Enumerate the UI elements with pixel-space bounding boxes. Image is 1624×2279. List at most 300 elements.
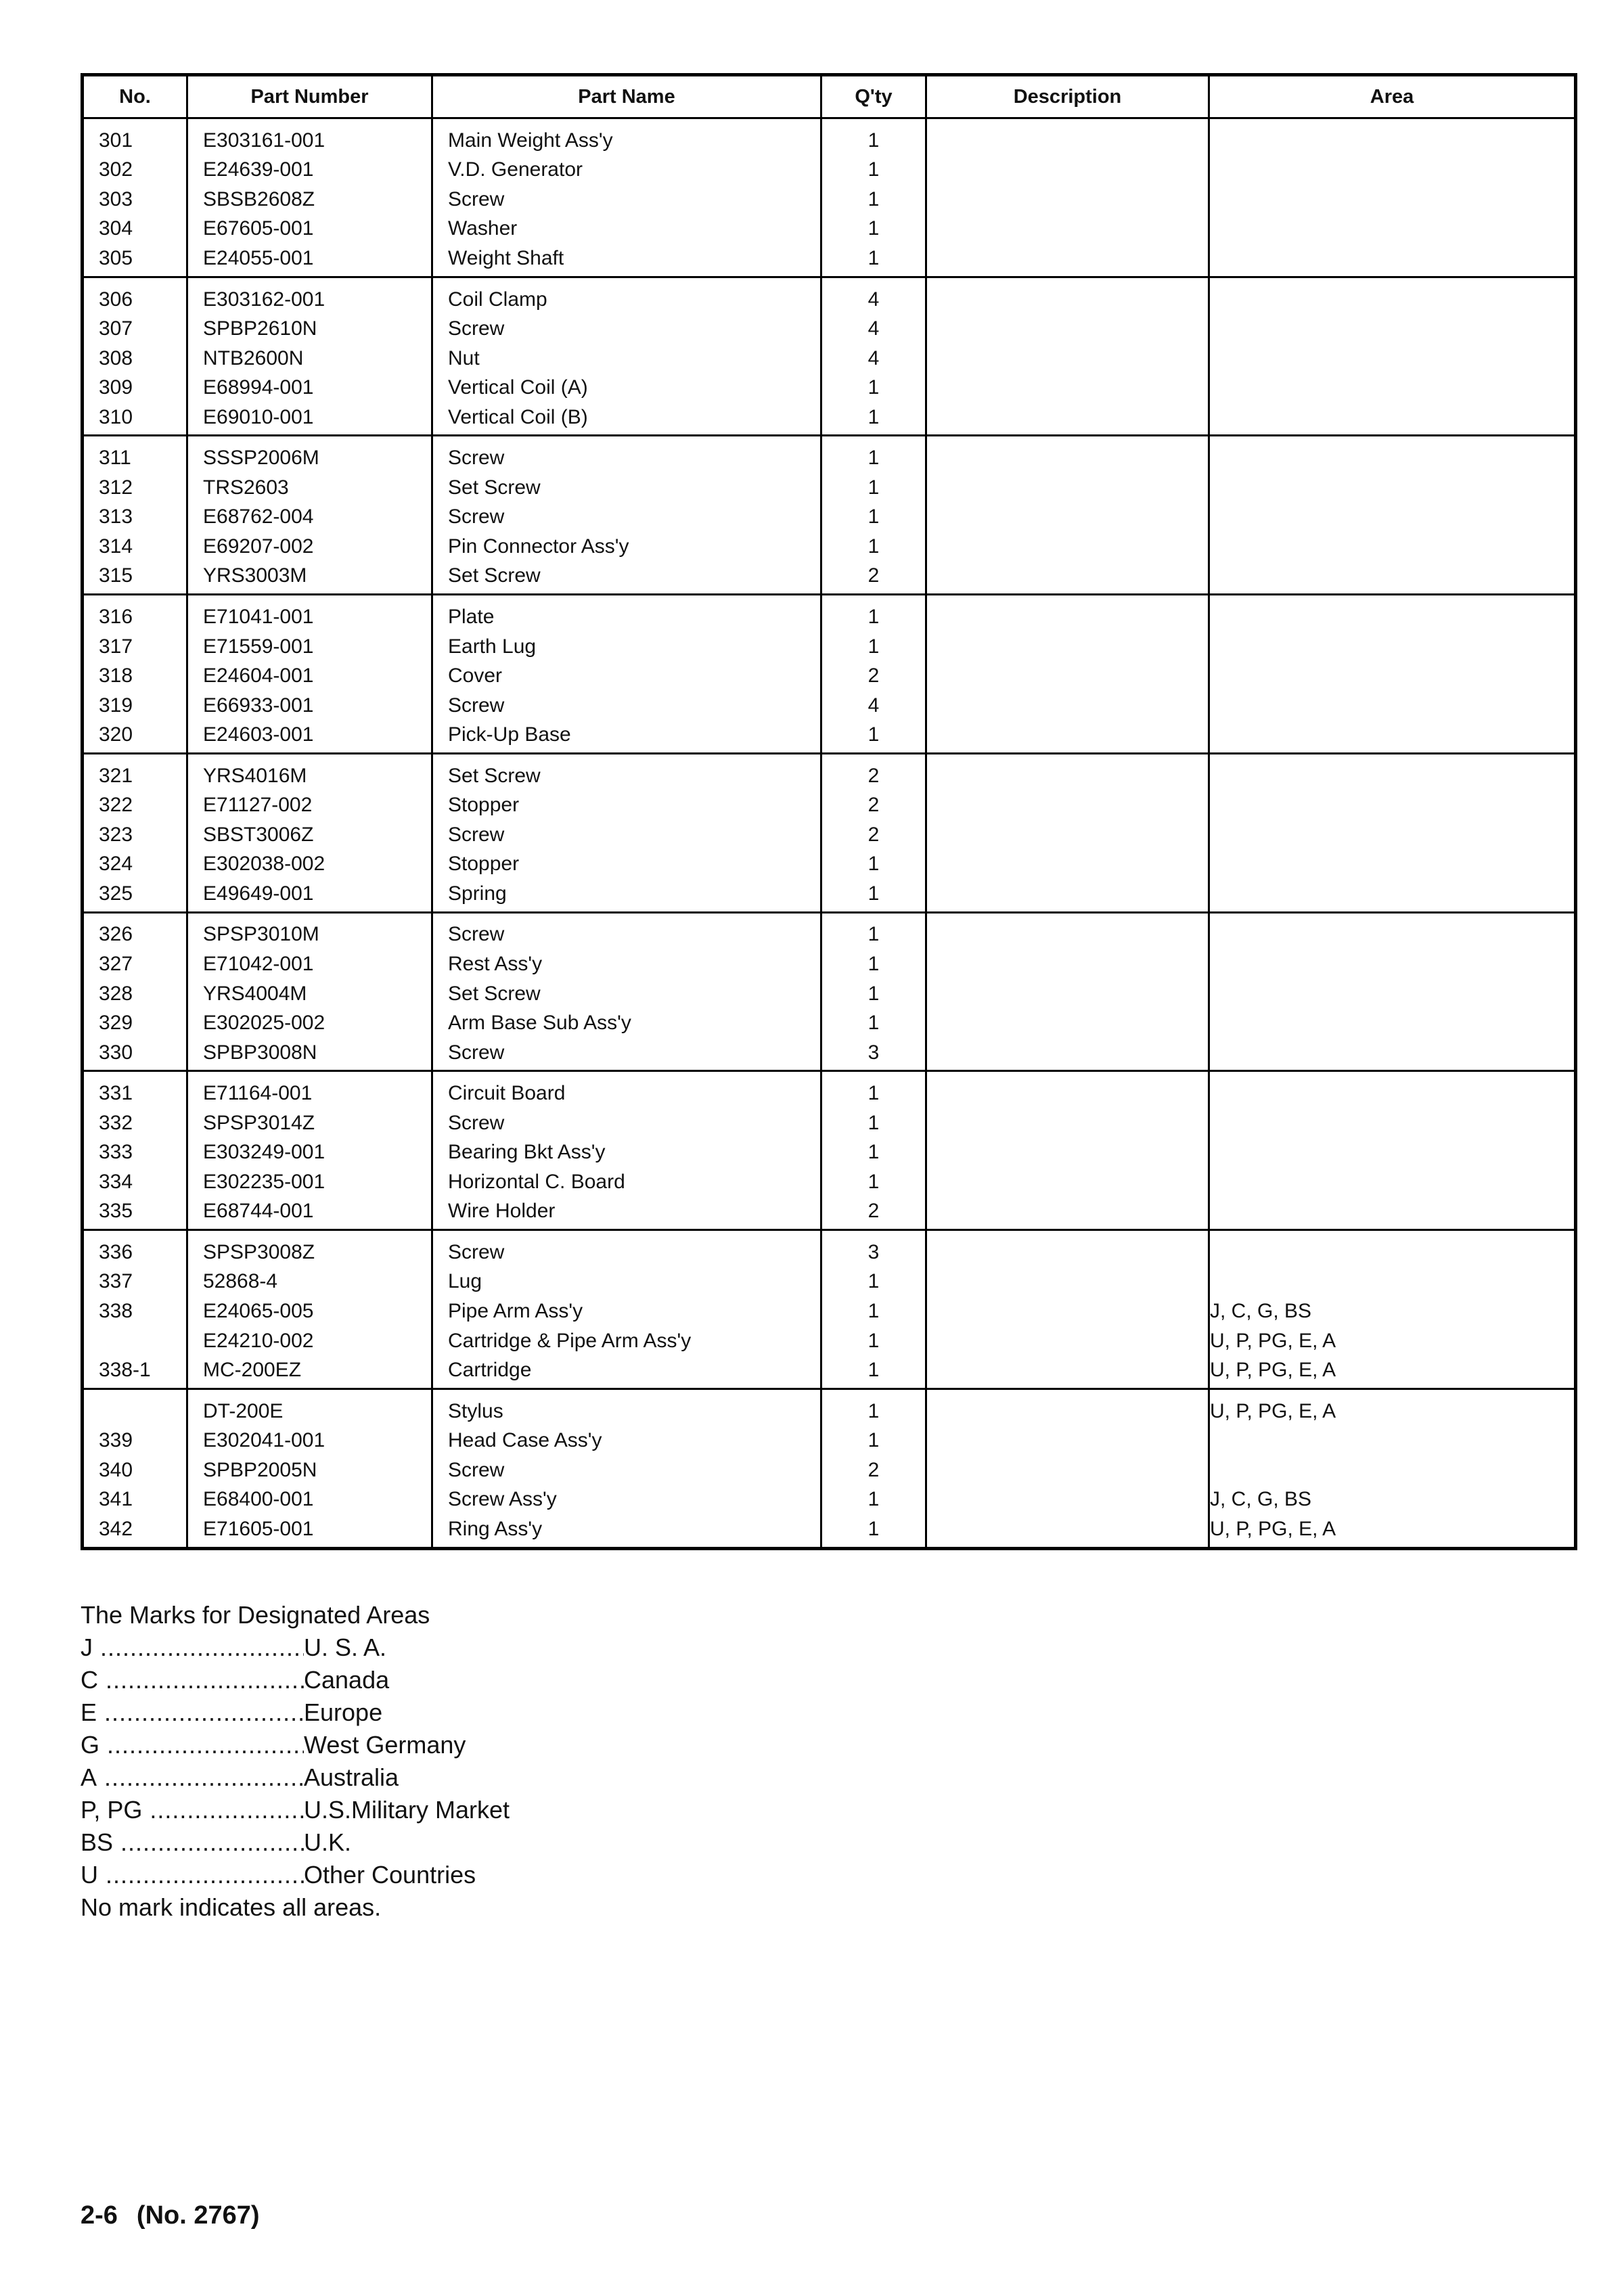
cell-qty: 1 xyxy=(821,595,926,632)
legend-item-mark: U ..... xyxy=(81,1859,304,1891)
cell-part-name: V.D. Generator xyxy=(432,156,821,185)
page-number: 2-6 xyxy=(81,2201,118,2230)
cell-part-number: E67605-001 xyxy=(187,215,432,244)
cell-area xyxy=(1209,215,1576,244)
cell-qty: 1 xyxy=(821,1355,926,1389)
cell-part-name: Bearing Bkt Ass'y xyxy=(432,1138,821,1168)
cell-part-name: Head Case Ass'y xyxy=(432,1426,821,1456)
table-row xyxy=(83,1008,1576,1038)
legend-item xyxy=(81,1859,510,1891)
cell-part-name: Screw xyxy=(432,436,821,473)
cell-area xyxy=(1209,1267,1576,1297)
cell-qty: 1 xyxy=(821,373,926,403)
cell-area xyxy=(1209,185,1576,215)
header-qty: Q'ty xyxy=(821,75,926,118)
cell-part-name: Wire Holder xyxy=(432,1197,821,1230)
cell-no: 338 xyxy=(83,1296,187,1326)
cell-qty: 1 xyxy=(821,1326,926,1356)
legend-item-mark: P, PG ..... xyxy=(81,1794,304,1826)
cell-no: 310 xyxy=(83,403,187,436)
cell-description xyxy=(926,403,1209,436)
legend-item xyxy=(81,1631,510,1664)
cell-no: 313 xyxy=(83,503,187,533)
cell-part-name: Screw xyxy=(432,820,821,850)
cell-part-number: SBST3006Z xyxy=(187,820,432,850)
table-row xyxy=(83,1267,1576,1297)
cell-part-number: E68400-001 xyxy=(187,1485,432,1515)
parts-table-body xyxy=(83,118,1576,1549)
cell-area xyxy=(1209,879,1576,912)
cell-qty: 1 xyxy=(821,1108,926,1138)
cell-qty: 2 xyxy=(821,791,926,821)
cell-description xyxy=(926,1426,1209,1456)
cell-part-number: NTB2600N xyxy=(187,344,432,374)
cell-qty: 2 xyxy=(821,1456,926,1485)
cell-description xyxy=(926,1456,1209,1485)
table-row xyxy=(83,661,1576,691)
cell-description xyxy=(926,1355,1209,1389)
table-row xyxy=(83,1485,1576,1515)
cell-qty: 1 xyxy=(821,215,926,244)
legend-item-mark: A ..... xyxy=(81,1761,304,1794)
cell-part-number: SPBP2005N xyxy=(187,1456,432,1485)
cell-part-number: TRS2603 xyxy=(187,473,432,503)
cell-part-number: E302235-001 xyxy=(187,1167,432,1197)
cell-no: 318 xyxy=(83,661,187,691)
cell-area xyxy=(1209,1108,1576,1138)
legend-note: No mark indicates all areas. xyxy=(81,1893,382,1921)
cell-part-number: E24210-002 xyxy=(187,1326,432,1356)
cell-qty: 4 xyxy=(821,691,926,721)
table-row xyxy=(83,277,1576,314)
cell-description xyxy=(926,503,1209,533)
table-row xyxy=(83,949,1576,979)
cell-qty: 1 xyxy=(821,1267,926,1297)
legend-title: The Marks for Designated Areas xyxy=(81,1601,430,1629)
cell-no: 334 xyxy=(83,1167,187,1197)
legend-item xyxy=(81,1664,510,1696)
cell-qty: 1 xyxy=(821,912,926,949)
cell-no: 314 xyxy=(83,532,187,562)
document-number: (No. 2767) xyxy=(136,2201,260,2230)
cell-part-name: Set Screw xyxy=(432,473,821,503)
legend-item-mark: BS ..... xyxy=(81,1826,304,1859)
cell-area xyxy=(1209,562,1576,595)
table-row xyxy=(83,1514,1576,1548)
cell-description xyxy=(926,1230,1209,1267)
cell-area xyxy=(1209,1197,1576,1230)
cell-part-name: Stylus xyxy=(432,1389,821,1426)
cell-qty: 1 xyxy=(821,1167,926,1197)
table-row xyxy=(83,532,1576,562)
cell-part-number: E303162-001 xyxy=(187,277,432,314)
cell-part-name: Horizontal C. Board xyxy=(432,1167,821,1197)
cell-part-name: Screw xyxy=(432,503,821,533)
cell-area xyxy=(1209,1038,1576,1071)
cell-part-number: E24603-001 xyxy=(187,720,432,753)
table-row xyxy=(83,1389,1576,1426)
cell-part-number: E24065-005 xyxy=(187,1296,432,1326)
cell-description xyxy=(926,373,1209,403)
cell-area xyxy=(1209,691,1576,721)
table-row xyxy=(83,1326,1576,1356)
cell-qty: 2 xyxy=(821,1197,926,1230)
legend-item-area: West Germany xyxy=(304,1731,466,1759)
cell-description xyxy=(926,1038,1209,1071)
table-row xyxy=(83,185,1576,215)
cell-no: 309 xyxy=(83,373,187,403)
cell-part-number: SPSP3008Z xyxy=(187,1230,432,1267)
legend-item-area: U. S. A. xyxy=(304,1633,387,1661)
cell-no: 324 xyxy=(83,850,187,880)
legend-item xyxy=(81,1729,510,1761)
cell-qty: 1 xyxy=(821,879,926,912)
header-part-name: Part Name xyxy=(432,75,821,118)
cell-qty: 2 xyxy=(821,661,926,691)
cell-qty: 1 xyxy=(821,1514,926,1548)
cell-qty: 1 xyxy=(821,949,926,979)
cell-part-number: YRS4016M xyxy=(187,753,432,790)
cell-no: 339 xyxy=(83,1426,187,1456)
cell-area xyxy=(1209,314,1576,344)
cell-no xyxy=(83,1389,187,1426)
cell-qty: 4 xyxy=(821,314,926,344)
cell-description xyxy=(926,1296,1209,1326)
cell-description xyxy=(926,1326,1209,1356)
cell-part-number: E68994-001 xyxy=(187,373,432,403)
cell-no: 340 xyxy=(83,1456,187,1485)
cell-qty: 1 xyxy=(821,1426,926,1456)
cell-description xyxy=(926,691,1209,721)
cell-part-name: Pick-Up Base xyxy=(432,720,821,753)
cell-description xyxy=(926,720,1209,753)
cell-qty: 1 xyxy=(821,156,926,185)
cell-no: 308 xyxy=(83,344,187,374)
cell-part-name: Set Screw xyxy=(432,753,821,790)
table-row xyxy=(83,820,1576,850)
legend-item xyxy=(81,1826,510,1859)
cell-no: 335 xyxy=(83,1197,187,1230)
cell-no: 326 xyxy=(83,912,187,949)
cell-area: U, P, PG, E, A xyxy=(1209,1326,1576,1356)
cell-part-name: Screw xyxy=(432,691,821,721)
cell-qty: 1 xyxy=(821,1008,926,1038)
cell-area xyxy=(1209,1138,1576,1168)
legend-item-area: Other Countries xyxy=(304,1861,476,1889)
cell-part-name: Cartridge xyxy=(432,1355,821,1389)
cell-qty: 1 xyxy=(821,185,926,215)
table-row xyxy=(83,503,1576,533)
legend-item-area: U.S.Military Market xyxy=(304,1796,510,1824)
cell-area xyxy=(1209,344,1576,374)
cell-part-number: DT-200E xyxy=(187,1389,432,1426)
cell-area xyxy=(1209,277,1576,314)
cell-part-number: E71605-001 xyxy=(187,1514,432,1548)
cell-area xyxy=(1209,720,1576,753)
table-row xyxy=(83,244,1576,277)
cell-area xyxy=(1209,373,1576,403)
cell-qty: 1 xyxy=(821,1389,926,1426)
header-description: Description xyxy=(926,75,1209,118)
cell-description xyxy=(926,1389,1209,1426)
cell-description xyxy=(926,562,1209,595)
table-row xyxy=(83,1071,1576,1108)
table-row xyxy=(83,850,1576,880)
cell-no: 329 xyxy=(83,1008,187,1038)
cell-description xyxy=(926,850,1209,880)
cell-area xyxy=(1209,1230,1576,1267)
cell-area: U, P, PG, E, A xyxy=(1209,1355,1576,1389)
cell-description xyxy=(926,156,1209,185)
cell-part-name: Earth Lug xyxy=(432,632,821,662)
cell-description xyxy=(926,473,1209,503)
cell-qty: 2 xyxy=(821,562,926,595)
cell-description xyxy=(926,118,1209,156)
cell-part-name: Set Screw xyxy=(432,979,821,1009)
cell-part-name: Rest Ass'y xyxy=(432,949,821,979)
cell-part-name: Screw xyxy=(432,314,821,344)
cell-part-name: Pipe Arm Ass'y xyxy=(432,1296,821,1326)
table-row xyxy=(83,632,1576,662)
cell-area xyxy=(1209,156,1576,185)
cell-area: J, C, G, BS xyxy=(1209,1485,1576,1515)
cell-part-number: E69010-001 xyxy=(187,403,432,436)
cell-area xyxy=(1209,473,1576,503)
cell-part-number: E68762-004 xyxy=(187,503,432,533)
table-row xyxy=(83,979,1576,1009)
cell-no: 332 xyxy=(83,1108,187,1138)
cell-part-name: Screw Ass'y xyxy=(432,1485,821,1515)
cell-area: J, C, G, BS xyxy=(1209,1296,1576,1326)
cell-part-name: Circuit Board xyxy=(432,1071,821,1108)
cell-part-name: Screw xyxy=(432,1038,821,1071)
cell-qty: 1 xyxy=(821,1485,926,1515)
cell-part-number: SBSB2608Z xyxy=(187,185,432,215)
legend-item-mark: E ..... xyxy=(81,1696,304,1729)
cell-qty: 1 xyxy=(821,532,926,562)
cell-area xyxy=(1209,1426,1576,1456)
cell-description xyxy=(926,532,1209,562)
table-header-row xyxy=(83,75,1576,118)
cell-part-name: Screw xyxy=(432,1108,821,1138)
cell-description xyxy=(926,314,1209,344)
cell-description xyxy=(926,1008,1209,1038)
table-row xyxy=(83,1456,1576,1485)
header-part-number: Part Number xyxy=(187,75,432,118)
cell-description xyxy=(926,1071,1209,1108)
cell-no: 315 xyxy=(83,562,187,595)
table-row xyxy=(83,912,1576,949)
cell-area xyxy=(1209,791,1576,821)
cell-part-name: Coil Clamp xyxy=(432,277,821,314)
cell-description xyxy=(926,949,1209,979)
table-row xyxy=(83,403,1576,436)
cell-no: 342 xyxy=(83,1514,187,1548)
table-row xyxy=(83,1230,1576,1267)
cell-area xyxy=(1209,632,1576,662)
cell-no: 303 xyxy=(83,185,187,215)
cell-qty: 1 xyxy=(821,1296,926,1326)
cell-qty: 1 xyxy=(821,473,926,503)
cell-description xyxy=(926,1514,1209,1548)
legend-item xyxy=(81,1761,510,1794)
cell-description xyxy=(926,979,1209,1009)
cell-part-name: Weight Shaft xyxy=(432,244,821,277)
table-row xyxy=(83,1197,1576,1230)
cell-no: 311 xyxy=(83,436,187,473)
cell-description xyxy=(926,791,1209,821)
cell-area xyxy=(1209,1456,1576,1485)
cell-no: 301 xyxy=(83,118,187,156)
cell-part-number: SPSP3010M xyxy=(187,912,432,949)
cell-no: 331 xyxy=(83,1071,187,1108)
cell-description xyxy=(926,215,1209,244)
cell-area xyxy=(1209,949,1576,979)
cell-part-number: MC-200EZ xyxy=(187,1355,432,1389)
cell-description xyxy=(926,344,1209,374)
cell-qty: 1 xyxy=(821,403,926,436)
cell-part-name: Screw xyxy=(432,1230,821,1267)
cell-part-number: E24639-001 xyxy=(187,156,432,185)
cell-area xyxy=(1209,912,1576,949)
cell-part-number: SSSP2006M xyxy=(187,436,432,473)
table-row xyxy=(83,156,1576,185)
legend-item-area: Europe xyxy=(304,1698,383,1726)
cell-qty: 1 xyxy=(821,1071,926,1108)
cell-description xyxy=(926,1138,1209,1168)
cell-no: 328 xyxy=(83,979,187,1009)
header-area: Area xyxy=(1209,75,1576,118)
cell-area xyxy=(1209,820,1576,850)
cell-part-number: E302038-002 xyxy=(187,850,432,880)
legend-item-mark: J ..... xyxy=(81,1631,304,1664)
table-row xyxy=(83,879,1576,912)
cell-part-number: E303161-001 xyxy=(187,118,432,156)
cell-part-number: E68744-001 xyxy=(187,1197,432,1230)
legend-item xyxy=(81,1794,510,1826)
cell-no: 333 xyxy=(83,1138,187,1168)
cell-area xyxy=(1209,403,1576,436)
cell-description xyxy=(926,1167,1209,1197)
cell-no: 306 xyxy=(83,277,187,314)
table-row xyxy=(83,691,1576,721)
cell-part-name: Main Weight Ass'y xyxy=(432,118,821,156)
cell-description xyxy=(926,1197,1209,1230)
cell-part-name: Vertical Coil (A) xyxy=(432,373,821,403)
cell-qty: 1 xyxy=(821,436,926,473)
cell-part-number: E71127-002 xyxy=(187,791,432,821)
cell-no: 304 xyxy=(83,215,187,244)
cell-no: 322 xyxy=(83,791,187,821)
cell-part-number: SPBP3008N xyxy=(187,1038,432,1071)
cell-qty: 1 xyxy=(821,720,926,753)
cell-part-number: E24055-001 xyxy=(187,244,432,277)
cell-part-name: Set Screw xyxy=(432,562,821,595)
cell-description xyxy=(926,277,1209,314)
cell-part-number: E69207-002 xyxy=(187,532,432,562)
cell-area xyxy=(1209,1167,1576,1197)
cell-part-name: Lug xyxy=(432,1267,821,1297)
cell-part-number: E24604-001 xyxy=(187,661,432,691)
cell-part-name: Pin Connector Ass'y xyxy=(432,532,821,562)
cell-description xyxy=(926,820,1209,850)
cell-qty: 2 xyxy=(821,753,926,790)
cell-area: U, P, PG, E, A xyxy=(1209,1389,1576,1426)
cell-no: 323 xyxy=(83,820,187,850)
cell-no: 336 xyxy=(83,1230,187,1267)
cell-part-name: Washer xyxy=(432,215,821,244)
cell-qty: 1 xyxy=(821,503,926,533)
cell-area: U, P, PG, E, A xyxy=(1209,1514,1576,1548)
cell-area xyxy=(1209,118,1576,156)
table-row xyxy=(83,791,1576,821)
cell-no: 320 xyxy=(83,720,187,753)
header-no: No. xyxy=(83,75,187,118)
cell-description xyxy=(926,595,1209,632)
table-row xyxy=(83,1167,1576,1197)
cell-part-name: Screw xyxy=(432,912,821,949)
cell-description xyxy=(926,436,1209,473)
cell-part-name: Screw xyxy=(432,185,821,215)
cell-qty: 3 xyxy=(821,1038,926,1071)
cell-part-number: E71164-001 xyxy=(187,1071,432,1108)
legend-item xyxy=(81,1696,510,1729)
table-row xyxy=(83,344,1576,374)
parts-list-table xyxy=(81,73,1577,1550)
table-row xyxy=(83,1138,1576,1168)
legend-item-area: Australia xyxy=(304,1763,399,1791)
cell-part-number: E71042-001 xyxy=(187,949,432,979)
cell-no xyxy=(83,1326,187,1356)
cell-area xyxy=(1209,1008,1576,1038)
cell-description xyxy=(926,753,1209,790)
table-row xyxy=(83,436,1576,473)
cell-area xyxy=(1209,753,1576,790)
legend-item-area: Canada xyxy=(304,1666,390,1694)
cell-part-name: Ring Ass'y xyxy=(432,1514,821,1548)
cell-area xyxy=(1209,661,1576,691)
table-row xyxy=(83,473,1576,503)
cell-description xyxy=(926,244,1209,277)
cell-part-name: Arm Base Sub Ass'y xyxy=(432,1008,821,1038)
cell-part-name: Screw xyxy=(432,1456,821,1485)
cell-area xyxy=(1209,850,1576,880)
cell-part-number: YRS4004M xyxy=(187,979,432,1009)
cell-part-number: E71559-001 xyxy=(187,632,432,662)
cell-area xyxy=(1209,436,1576,473)
cell-part-number: E303249-001 xyxy=(187,1138,432,1168)
table-row xyxy=(83,373,1576,403)
cell-part-name: Cartridge & Pipe Arm Ass'y xyxy=(432,1326,821,1356)
cell-description xyxy=(926,1108,1209,1138)
cell-qty: 1 xyxy=(821,850,926,880)
cell-area xyxy=(1209,595,1576,632)
table-row xyxy=(83,720,1576,753)
cell-no: 341 xyxy=(83,1485,187,1515)
cell-description xyxy=(926,661,1209,691)
cell-description xyxy=(926,1267,1209,1297)
cell-no: 312 xyxy=(83,473,187,503)
table-row xyxy=(83,1296,1576,1326)
cell-part-name: Spring xyxy=(432,879,821,912)
cell-qty: 1 xyxy=(821,979,926,1009)
cell-area xyxy=(1209,979,1576,1009)
cell-description xyxy=(926,912,1209,949)
table-row xyxy=(83,595,1576,632)
cell-qty: 1 xyxy=(821,1138,926,1168)
cell-description xyxy=(926,632,1209,662)
table-row xyxy=(83,314,1576,344)
